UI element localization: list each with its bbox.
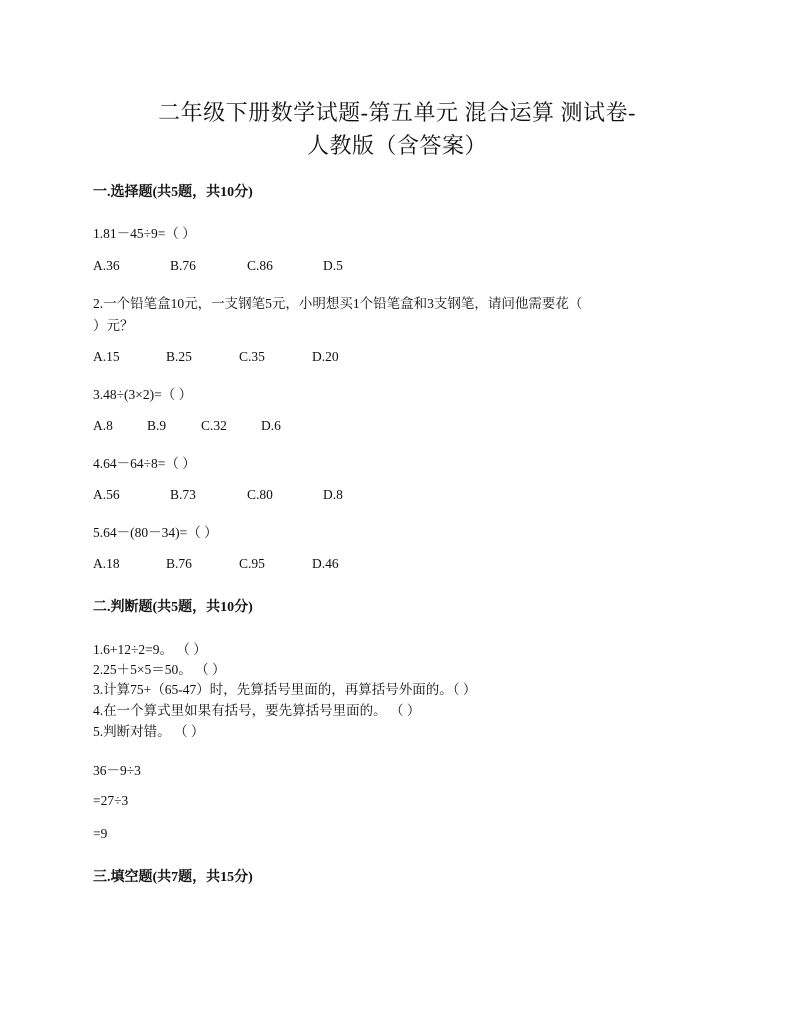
section-heading-fill-blank: 三.填空题(共7题，共15分): [93, 870, 253, 885]
judgement-item-4: 4.在一个算式里如果有括号，要先算括号里面的。 （ ）: [93, 703, 421, 718]
page-title-line-2: 人教版（含答案）: [306, 133, 487, 158]
judgement-item-5: 5.判断对错。 （ ）: [93, 724, 205, 739]
calc-line-2: =27÷3: [93, 793, 129, 808]
question-4-stem: 4.64－64÷8=（ ）: [93, 456, 196, 471]
question-2-stem: 2.一个铅笔盒10元，一支钢笔5元，小明想买1个铅笔盒和3支钢笔，请问他需要花（: [93, 296, 583, 311]
judgement-item-1: 1.6+12÷2=9。 （ ）: [93, 642, 207, 657]
question-1-stem: 1.81－45÷9=（ ）: [93, 226, 196, 241]
question-5-option-b: B.76: [166, 556, 192, 571]
question-3-option-d: D.6: [261, 418, 281, 433]
judgement-item-2: 2.25＋5×5＝50。 （ ）: [93, 662, 226, 677]
question-2-option-c: C.35: [239, 349, 265, 364]
question-1-option-a: A.36: [93, 258, 120, 273]
question-4-option-a: A.56: [93, 487, 120, 502]
question-5-option-d: D.46: [312, 556, 339, 571]
question-4-option-c: C.80: [247, 487, 273, 502]
question-3-option-a: A.8: [93, 418, 113, 433]
question-2-option-a: A.15: [93, 349, 120, 364]
question-3-stem: 3.48÷(3×2)=（ ）: [93, 387, 193, 402]
judgement-item-3: 3.计算75+（65-47）时，先算括号里面的，再算括号外面的。（ ）: [93, 682, 477, 697]
question-5-option-c: C.95: [239, 556, 265, 571]
question-5-option-a: A.18: [93, 556, 120, 571]
calc-line-1: 36－9÷3: [93, 763, 141, 778]
question-1-option-c: C.86: [247, 258, 273, 273]
question-4-option-b: B.73: [170, 487, 196, 502]
calc-line-3: =9: [93, 826, 108, 841]
question-1-option-b: B.76: [170, 258, 196, 273]
question-3-option-b: B.9: [147, 418, 167, 433]
question-5-stem: 5.64－(80－34)=（ ）: [93, 525, 218, 540]
section-heading-judgement: 二.判断题(共5题，共10分): [93, 600, 253, 615]
question-2-option-d: D.20: [312, 349, 339, 364]
section-heading-choice: 一.选择题(共5题，共10分): [93, 185, 253, 200]
question-2-option-b: B.25: [166, 349, 192, 364]
question-3-option-c: C.32: [201, 418, 227, 433]
page-title-line-1: 二年级下册数学试题-第五单元 混合运算 测试卷-: [158, 100, 636, 125]
question-4-option-d: D.8: [323, 487, 343, 502]
question-2-stem-cont: ）元？: [93, 318, 134, 333]
question-1-option-d: D.5: [323, 258, 343, 273]
